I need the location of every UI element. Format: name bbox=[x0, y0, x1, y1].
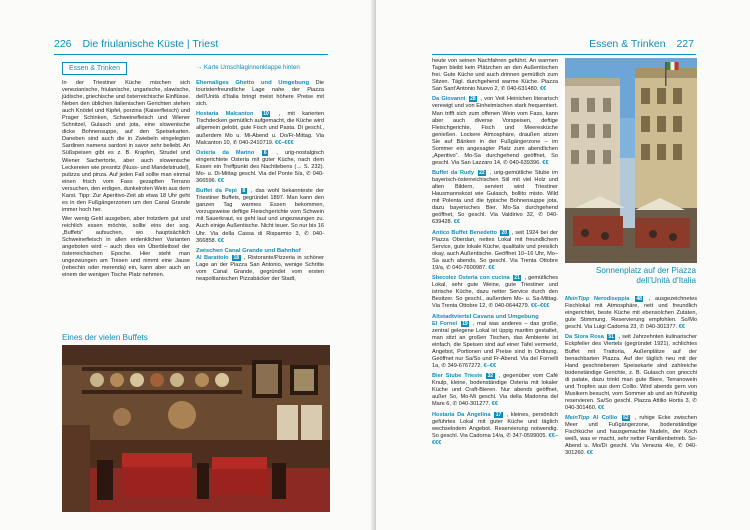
entry-name: Al Collio bbox=[592, 415, 618, 422]
piazza-photo bbox=[565, 58, 697, 263]
entry-da-siora-rosa bbox=[565, 334, 697, 412]
entry-nerodiseppia bbox=[565, 296, 697, 331]
entry-text: , gegenüber vom Café Knulp, kleine, bodenständige Osteria mit lokaler Küche und Craft-Bieren. Nur abends geöffnet, außer So, Mo-Mi geschl. Via della Madonna del Mare 6, ✆ 040-301277. bbox=[432, 373, 558, 408]
price-level: €€ bbox=[542, 159, 549, 166]
entry-name: Buffet da Rudy bbox=[432, 170, 474, 177]
entry-name: Nerodiseppia bbox=[593, 296, 630, 302]
entry-name: Antico Buffet Benedetto bbox=[432, 229, 497, 236]
entry-text: , mal was anderes – das große, zentral gelegene Lokal ist üppig maritim gestaltet, man sitzt an großen Tischen, das Ambiente ist einfach, die Speisen sind auf einer Tafel vermerkt, Angebot, Portionen und Preise sind in Ordnung. Geöffnet nur Sa/So und Fr-Abend. Via del Fornelli 1a, ✆ 349-6767272. bbox=[432, 320, 558, 369]
header-rule-right bbox=[432, 54, 696, 55]
entry-continued bbox=[432, 58, 558, 93]
price-level: €€ bbox=[539, 86, 547, 93]
photo-caption-piazza bbox=[566, 266, 696, 286]
map-number-badge: 8 bbox=[242, 188, 246, 195]
entry-name: Hostaria Da Angelina bbox=[432, 411, 491, 418]
subheading-cavana: Altstadtviertel Cavana und Umgebung bbox=[432, 313, 539, 320]
map-number-badge: 19 bbox=[462, 320, 468, 327]
entry-text: , ruhige Ecke zwischen Meer und Fußgängerzone, bodenständige Fischküche und hausgemachte Nudeln, der Koch weiß, was er macht, sehr netter Familienbetrieb. So-Abend u. Mo/Di geschl. Via Venezia 4/e, ✆ 040-301260. bbox=[565, 415, 697, 457]
mein-tipp-label: MeinTipp bbox=[565, 296, 590, 302]
map-number-badge: 28 bbox=[470, 96, 476, 103]
map-reference: → Karte Umschlaginnenklappe hinten bbox=[196, 64, 300, 71]
entry-buffet-da-pepi bbox=[196, 188, 324, 244]
entry-text: , urig-gemütliche Stube im bayerisch-österreichischen Stil mit viel Holz und alten Bildern, serviert wird Triestiner Hausmannskost wie Gulasch, bollito misto. Wild mit Polenta und die typische Bohnensuppe jota, dazu bayerisches Bier. Mo-Sa durchgehend geöffnet, So geschl. Via Valdirivo 32, ✆ 040-639428. bbox=[432, 170, 558, 226]
price-level: €€ bbox=[491, 401, 498, 408]
running-head-left-title: Die friulanische Küste | Triest bbox=[82, 38, 219, 50]
map-number-badge: 18 bbox=[233, 254, 240, 261]
entry-text: , kleines, persönlich geführtes Lokal mit guter Küche und täglich wechselndem Angebot. Reservierung notwendig. So geschl. Via Cadorna 14/a, ✆ 347-0599005. bbox=[432, 411, 558, 439]
cavana-heading bbox=[432, 314, 558, 321]
entry-da-giovanni bbox=[432, 96, 558, 166]
entry-name: Hostaria Malcanton bbox=[196, 111, 254, 118]
entry-buffet-da-rudy bbox=[432, 170, 558, 226]
running-head-left bbox=[54, 38, 218, 50]
price-level: €€ bbox=[217, 237, 225, 244]
page-number-left: 226 bbox=[54, 38, 72, 50]
entry-text: , ausgezeichnetes Fischlokal mit Atmosphäre, nett und freundlich eingerichtet, beste Küche mit ebensolchen Zutaten, gute Stimmung. Reservierung empfohlen. So/Mo geschl. Via Luigi Cadorna 23, ✆ 040-301377. bbox=[565, 296, 697, 331]
map-number-badge: 21 bbox=[514, 275, 520, 282]
right-column-1 bbox=[432, 58, 558, 450]
right-column-2 bbox=[565, 296, 697, 461]
entry-text: , gemütliches Lokal, sehr gute Weine, gute Triestiner und istrische Küche, dazu netter Service durch den Besitzer. So geschl., außerdem Mo- u. Sa-Mittag. Via Trenta Ottobre 12, ✆ 040-0644279. bbox=[432, 275, 558, 310]
map-number-badge: 51 bbox=[608, 334, 614, 341]
price-level: €€ bbox=[488, 264, 495, 271]
entry-name: Sbecolez Osteria con cucina bbox=[432, 275, 510, 282]
entry-name: Bier Stube Trieste bbox=[432, 373, 483, 380]
running-head-right bbox=[589, 38, 694, 50]
ghetto-heading-block bbox=[196, 80, 324, 108]
map-number-badge: 10 bbox=[263, 111, 269, 118]
ghetto-intro: Die touristenfreundliche Lage nahe der Piazza dell’Unità d’Italia bringt meist höhere Preise mit sich. bbox=[196, 80, 324, 108]
running-head-right-title: Essen & Trinken bbox=[589, 38, 666, 50]
left-page bbox=[0, 0, 374, 530]
price-level: €€ bbox=[453, 219, 461, 226]
entry-name: Osteria da Marino bbox=[196, 149, 255, 156]
buffet-paragraph: Wer wenig Geld ausgeben, aber trotzdem gut und reichlich essen möchte, sollte eins der sog. „Buffets“ aufsuchen, wo hauptsächlich Schweinefleisch in allen erdenklichen Varianten angeboten wird – auch dies ein Überbleibsel der österreichischen Epoche. Hier steht man ungezwungen am Tresen und nimmt eine Jause (rebechin oder merenda) ein, kann aber auch an einem der wenigen Tische Platz nehmen. bbox=[62, 215, 190, 279]
left-column-1 bbox=[62, 80, 190, 279]
entry-text: , das wohl bekannteste der Triestiner Buffets, gegründet 1897. Man kann den ganzen Tag warmes Essen bekommen, vorzugsweise deftige Fleischgerichte vom Schwein mit Sauerkraut, es geht laut und ungezwungen zu. Auch einige Außentische. Nicht teuer. So nur bis 16 Uhr. Via della Cassa di Risparmio 3, ✆ 040-366858. bbox=[196, 188, 324, 244]
canal-grande-heading bbox=[196, 248, 324, 255]
price-level: €€–€€€ bbox=[530, 303, 550, 310]
entry-antico-buffet-benedetto bbox=[432, 230, 558, 272]
entry-hostaria-da-angelina bbox=[432, 412, 558, 447]
header-rule-left bbox=[54, 54, 328, 55]
entry-al-collio bbox=[565, 415, 697, 457]
entry-text: , mit karierten Tischdecken gemütlich aufgemacht, die Küche wird allgemein gelobt, gute Fisch und Pasta. Di geschl., außerdem Mo u. Mi-Abend u. Do/Fr-Mittag. Via Malcanton 10, ✆ 040-2410719. bbox=[196, 111, 325, 146]
buffet-photo bbox=[62, 345, 330, 512]
entry-text: , urig-nostalgisch eingerichtete Osteria mit guter Küche, nach dem Essen ein Treffpunkt des Nachtlebens (→ S. 232). Mo- u. Di-Mittag geschl. Via del Ponte 5/a, ✆ 040-366596. bbox=[196, 149, 325, 184]
entry-text: , Ristorante/Pizzeria in schöner Lage an der Piazza San Antonio, wenige Schritte vom Canal Grande, gegründet vom ersten neapolitanischen Pizzabäcker der Stadt, bbox=[196, 254, 324, 282]
intro-paragraph: In der Triestiner Küche mischen sich venezianische, friulanische, ungarische, slawische, jüdische, griechische und österreichische Einflüsse. Neben den üblichen italienischen Gerichten stehen auch Knödel und Kipfel, porzina (Kaiserfleisch) und Prager Schinken, Schweinefleisch und Wiener Schnitzel, Gulasch und jota, eine slowenische dicke Bohnensuppe, auf den Speisekarten. Daneben sind auch die in Zwiebeln eingelegten Sardinen namens sardoni in savor sehr beliebt. An Süßspeisen gibt es z. B. Krapfen, Strudel und Wiener Sachertorte, aber auch slowenische Leckereien wie presnitz (Nuss- und Mandelstrudel), putizza und pinza. Auf jeden Fall sollte man einmal einen frisch vom Fass gezapften Terrano versuchen, den erdigen, dunkelroten Wein aus dem Karst. Tipp: Zur Aperitivo-Zeit ab etwa 18 Uhr geht es in den Fußgängerzonen um den Canal Grande immer hoch her. bbox=[62, 80, 191, 213]
entry-text: , seit Jahrzehnten kulinarischer Eckpfeiler des Viertels (gegründet 1921), schlichtes Buffet mit Trattoria, Außenplätze auf der benachbarten Piazza. Auf der täglich neu mit der Hand geschriebenen Speisekarte sind zahlreiche bodenständige Gerichte, z. B. Gulasch con gnocchi di patate, dazu trinkt man gute Biere, Terranowein und Tropfen aus dem Collio. Wird abends gern von Musikern besucht, vom Sommer ab und an frühzeitig reservieren. Sa/So geschl. Piazza Attilio Hortis 3, ✆ 040-301460. bbox=[565, 334, 698, 411]
price-level: €€ bbox=[217, 177, 225, 184]
price-level: €€–€€€ bbox=[432, 432, 558, 446]
entry-el-fornel bbox=[432, 321, 558, 370]
entry-name: Buffet da Pepi bbox=[196, 188, 237, 195]
entry-name: Da Giovanni bbox=[432, 96, 466, 103]
subheading-ghetto: Ehemaliges Ghetto und Umgebung bbox=[196, 80, 310, 86]
entry-text: , von Veit Heinichen literarisch verewigt und von Einheimischen stark frequentiert. Man trifft sich zum offenen Wein vom Fass, kann aber auch diverse Vorspeisen, deftige Fleischgerichte, Fisch und Meeresküche genießen. Lockere Atmosphäre, draußen sitzen Sie auf Bänken in der Fußgängerzone – im Sommer ein angesagter Platz zum abendlichen „Aperitivo“. Mo-Sa durchgehend geöffnet, So geschl. Via San Lazzaro 14, ✆ 040-639396. bbox=[432, 96, 558, 166]
piazza-unita-image bbox=[565, 58, 697, 263]
map-number-badge: 20 bbox=[501, 229, 508, 236]
caption-line-1: Sonnenplatz auf der Piazza bbox=[595, 266, 696, 275]
continued-text: heute von seinen Nachfahren geführt. An warmen Tagen bleibt kein Plätzchen an den Außentischen frei. Gute Küche und auch drinnen gemütlich zum Sitzen. Tägl. durchgehend warme Küche. Piazza San Sant’Antonio Nuovo 2, ✆ 040-631480. bbox=[432, 58, 558, 93]
left-column-2 bbox=[196, 80, 324, 286]
entry-al-barattolo bbox=[196, 255, 324, 283]
map-number-badge: 52 bbox=[623, 415, 629, 422]
section-box-essen-trinken: Essen & Trinken bbox=[62, 62, 127, 75]
entry-name: Da Siora Rosa bbox=[565, 334, 604, 341]
map-number-badge: 22 bbox=[479, 170, 485, 177]
entry-bier-stube-trieste bbox=[432, 373, 558, 408]
price-level: €€ bbox=[586, 450, 594, 457]
map-number-badge: 17 bbox=[495, 411, 502, 418]
entry-name: El Fornel bbox=[432, 320, 458, 327]
entry-osteria-da-marino bbox=[196, 150, 324, 185]
price-level: €€ bbox=[597, 404, 605, 411]
buffet-interior-image bbox=[62, 345, 330, 512]
price-level: €€–€€€ bbox=[275, 139, 294, 146]
map-number-badge: 6 bbox=[263, 149, 267, 156]
entry-name: Al Barattolo bbox=[196, 254, 229, 261]
subheading-canal-grande: Zwischen Canal Grande und Bahnhof bbox=[196, 247, 301, 254]
entry-text: , seit 1924 bei der Piazza Oberdan, nettes Lokal mit freundlichem Service, gute lokale Küche, qualitativ und preislich okay, auch Außentische. Geöffnet 10–16 Uhr, Mo–Sa auch abends, So geschl. Via Trenta Ottobre 19/a, ✆ 040-7600987. bbox=[432, 229, 559, 271]
mein-tipp-label: MeinTipp bbox=[565, 415, 590, 422]
price-level: €€ bbox=[678, 324, 685, 331]
caption-line-2: dell’Unità d’Italia bbox=[636, 276, 696, 285]
photo-caption-buffet: Eines der vielen Buffets bbox=[62, 333, 148, 342]
map-number-badge: 32 bbox=[487, 373, 494, 380]
entry-hostaria-malcanton bbox=[196, 111, 324, 146]
entry-sbecolez bbox=[432, 275, 558, 310]
page-number-right: 227 bbox=[676, 38, 694, 50]
price-level: €–€€ bbox=[483, 362, 497, 369]
map-number-badge: 48 bbox=[636, 296, 642, 302]
